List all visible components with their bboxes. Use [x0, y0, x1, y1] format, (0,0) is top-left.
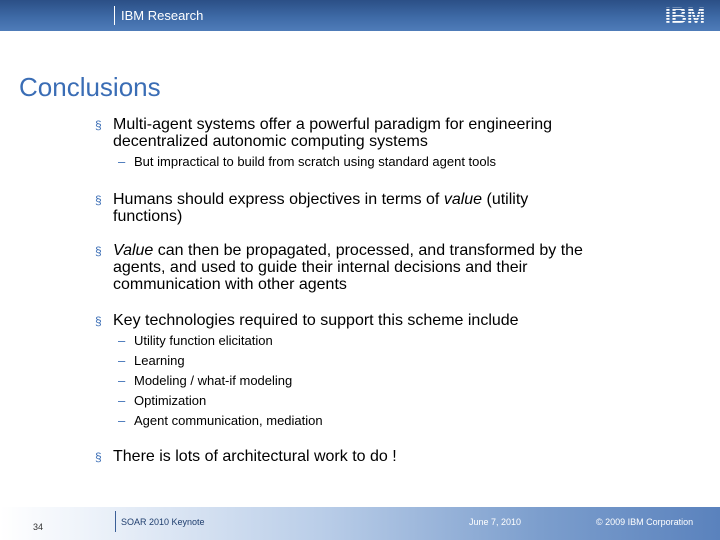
bullet-4 — [95, 312, 673, 329]
bullet-marker-icon: § — [95, 244, 102, 258]
ibm-logo-icon — [658, 3, 712, 27]
dash-marker: – — [118, 393, 126, 408]
dash-marker: – — [118, 353, 126, 368]
slide-title: Conclusions — [19, 72, 161, 102]
sub-bullet-text: Agent communication, mediation — [134, 413, 323, 428]
bullet-3-line-3: communication with other agents — [113, 276, 347, 293]
sub-bullet — [118, 373, 293, 388]
bullet-1-line-2: decentralized autonomic computing systems — [113, 133, 428, 150]
svg-text:IBM: IBM — [664, 3, 706, 27]
sub-bullet-text: Optimization — [134, 393, 207, 408]
sub-bullet-text: Utility function elicitation — [134, 333, 273, 348]
bullet-3-line-1: Value can then be propagated, processed, and transformed by the — [113, 242, 583, 259]
bullet-2-line-1: Humans should express objectives in terms of value (utility — [113, 191, 529, 208]
dash-marker: – — [118, 333, 126, 348]
bullet-4-line-1: Key technologies required to support this scheme include — [113, 312, 519, 329]
bullet-5-line-1: There is lots of architectural work to do ! — [113, 448, 397, 465]
sub-bullet — [118, 393, 207, 408]
footer-divider — [115, 511, 116, 532]
dash-marker: – — [118, 373, 126, 388]
sub-bullet — [118, 154, 497, 169]
footer-event: SOAR 2010 Keynote — [121, 517, 205, 527]
bullet-3-line-2: agents, and used to guide their internal decisions and their — [113, 259, 528, 276]
sub-bullet-text: Learning — [134, 353, 185, 368]
bullet-marker-icon: § — [95, 450, 102, 464]
sub-bullet — [118, 413, 323, 428]
bullet-marker-icon: § — [95, 193, 102, 207]
sub-bullet-text: But impractical to build from scratch using standard agent tools — [134, 154, 497, 169]
bullet-1 — [95, 116, 673, 150]
dash-marker: – — [118, 154, 126, 169]
page-number: 34 — [33, 522, 44, 532]
sub-bullet — [118, 333, 273, 348]
bullet-marker-icon: § — [95, 118, 102, 132]
bullet-5 — [95, 448, 673, 465]
bullet-2-line-2: functions) — [113, 208, 183, 225]
bullet-3 — [95, 242, 673, 293]
sub-bullet — [118, 353, 185, 368]
dash-marker: – — [118, 413, 126, 428]
brand-label: IBM Research — [121, 8, 204, 23]
footer-bar — [0, 507, 720, 540]
footer-copyright: © 2009 IBM Corporation — [596, 517, 694, 527]
footer-date: June 7, 2010 — [469, 517, 522, 527]
header-divider — [114, 6, 115, 25]
sub-bullet-text: Modeling / what-if modeling — [134, 373, 293, 388]
bullet-marker-icon: § — [95, 314, 102, 328]
bullet-2 — [95, 191, 673, 225]
bullet-1-line-1: Multi-agent systems offer a powerful paradigm for engineering — [113, 116, 553, 133]
header-bar — [0, 0, 720, 31]
